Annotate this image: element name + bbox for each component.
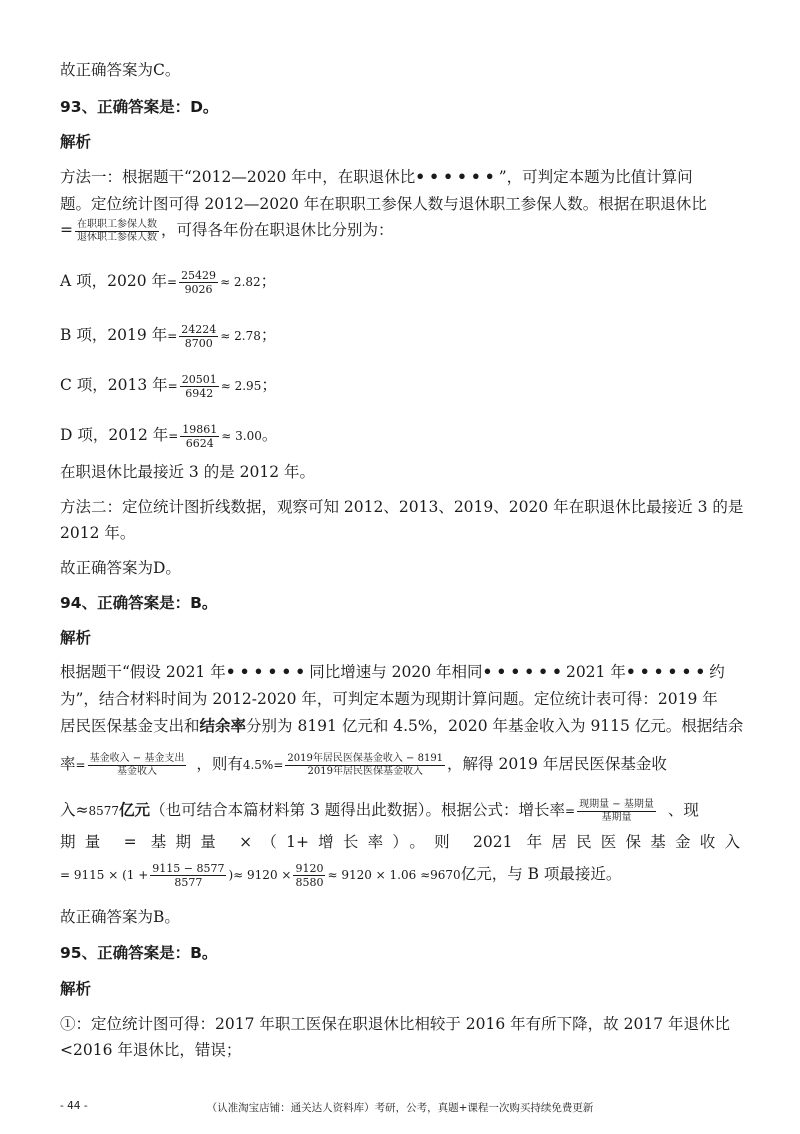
q94-analysis-heading: 解析 <box>60 629 92 647</box>
q93-ratio-denominator: 退休职工参保人数 <box>77 231 157 243</box>
q94-line1: 根据题干“假设 2021 年••••••同比增速与 2020 年相同••••••2021 年••••••约 <box>60 662 725 681</box>
q94-growth-fraction: $\frac{9115 - 8577}{8577}$ <box>152 861 225 889</box>
q95-answer-heading: 95、正确答案是：B。 <box>60 944 218 962</box>
q93-final-answer: 故正确答案为D。 <box>60 559 181 577</box>
q94-line6: 期量 = 基期量 ×（1+增长率）。则 2021 年居民医保基金收入 <box>60 833 740 851</box>
q94-line2: 为”，结合材料时间为 2012-2020 年，可判定本题为现期计算问题。定位统计表可得：2019 年 <box>60 690 718 708</box>
q93-method1-line2: 题。定位统计图可得 2012—2020 年在职职工参保人数与退休职工参保人数。根据在职退休比 <box>60 195 707 213</box>
q93-ratio-tail: ，可得各年份在职退休比分别为： <box>161 221 394 239</box>
q94-line3: 居民医保基金支出和结余率分别为 8191 亿元和 4.5%，2020 年基金收入为 9115 亿元。根据结余 <box>60 717 744 735</box>
q93-item-b-fraction: $\frac{24224}{8700}$ <box>181 322 217 350</box>
page-number: - 44 - <box>60 1100 88 1112</box>
q94-line5-formula: 入≈8577亿元（也可结合本篇材料第 3 题得出此数据）。根据公式：增长率= $\frac{\text{现期量 − 基期量}}{\text{基期量}}$ 、现 <box>60 798 699 823</box>
q94-final-answer: 故正确答案为B。 <box>60 908 180 926</box>
q93-item-a: A 项，2020 年= $\frac{25429}{9026}$ ≈ 2.82； <box>60 268 277 296</box>
footer-note: （认准淘宝店铺：通关达人资料库）考研，公考，真题+课程一次购买持续免费更新 <box>206 1102 594 1114</box>
q94-ratio-fraction: $\frac{9120}{8580}$ <box>295 861 324 889</box>
q94-surplus-rate-fraction: $\frac{\text{基金收入 − 基金支出}}{\text{基金收入}}$ <box>89 752 185 777</box>
q93-method2-line1: 方法二：定位统计图折线数据，观察可知 2012、2013、2019、2020 年在职退休比最接近 3 的是 <box>60 498 744 516</box>
q93-item-a-fraction: $\frac{25429}{9026}$ <box>181 268 217 296</box>
q93-item-c-fraction: $\frac{20501}{6942}$ <box>181 372 217 400</box>
q94-line4-formula: 率= $\frac{\text{基金收入 − 基金支出}}{\text{基金收入}}$ ，则有4.5%= $\frac{\text{2019年居民医保基金收入 − 8191}}{\text{2019年居民医保基金收入}}$ ，解得 2019 年居民医保基金收 <box>60 752 667 777</box>
q93-item-d-fraction: $\frac{19861}{6624}$ <box>182 422 218 450</box>
q93-method2-line2: 2012 年。 <box>60 524 136 542</box>
q95-analysis-heading: 解析 <box>60 980 92 998</box>
q93-ratio-numerator: 在职职工参保人数 <box>77 218 157 230</box>
q93-ratio-formula: = $\frac{\text{在职职工参保人数}}{\text{退休职工参保人数}}$ ，可得各年份在职退休比分别为： <box>60 218 394 243</box>
q93-item-b: B 项，2019 年= $\frac{24224}{8700}$ ≈ 2.78； <box>60 322 277 350</box>
q94-income-fraction: $\frac{\text{2019年居民医保基金收入 − 8191}}{\text{2019年居民医保基金收入}}$ <box>287 752 444 777</box>
q93-ellipsis: •••••• <box>415 167 499 186</box>
q92-final-answer: 故正确答案为C。 <box>60 61 181 79</box>
q95-point1-line2: <2016 年退休比，错误； <box>60 1041 242 1059</box>
q93-ratio-fraction <box>75 219 159 244</box>
q95-point1-line1: ①：定位统计图可得：2017 年职工医保在职退休比相较于 2016 年有所下降，故 2017 年退休比 <box>60 1015 730 1033</box>
q93-m1-text-a: 方法一：根据题干“2012—2020 年中，在职退休比 <box>60 168 416 186</box>
q93-answer-heading: 93、正确答案是：D。 <box>60 98 219 116</box>
q94-answer-heading: 94、正确答案是：B。 <box>60 594 218 612</box>
q94-line7-calculation: = 9115 × (1 + $\frac{9115 - 8577}{8577}$ )≈ 9120 × $\frac{9120}{8580}$ ≈ 9120 × 1.06 ≈9670亿元，与 B 项最接近。 <box>60 861 622 889</box>
q93-analysis-heading: 解析 <box>60 133 92 151</box>
q94-surplus-rate: 结余率 <box>199 717 247 735</box>
q93-conclusion: 在职退休比最接近 3 的是 2012 年。 <box>60 463 316 481</box>
q93-item-c: C 项，2013 年= $\frac{20501}{6942}$ ≈ 2.95； <box>60 372 277 400</box>
q93-m1-text-b: ”，可判定本题为比值计算问 <box>498 168 693 186</box>
q93-item-d: D 项，2012 年= $\frac{19861}{6624}$ ≈ 3.00。 <box>60 422 278 450</box>
q94-growth-rate-fraction: $\frac{\text{现期量 − 基期量}}{\text{基期量}}$ <box>579 798 654 823</box>
q93-method1-line1 <box>60 167 693 187</box>
